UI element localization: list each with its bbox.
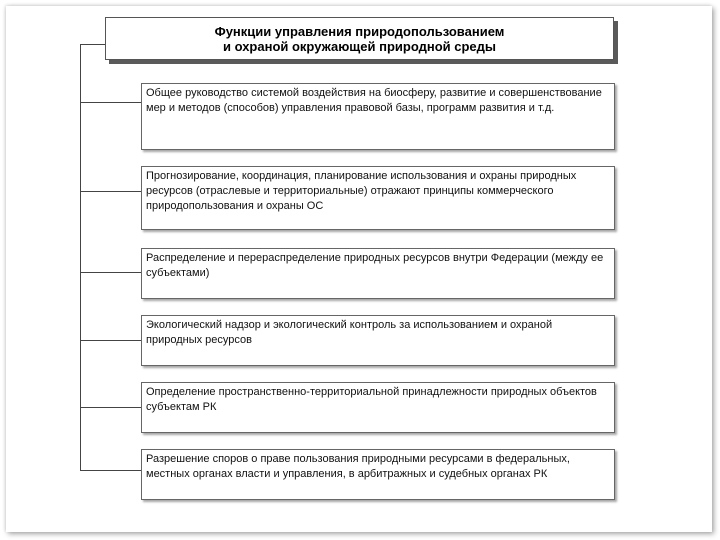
function-box-4 xyxy=(141,315,615,366)
branch-connector-line-6 xyxy=(80,470,141,471)
branch-connector-line-1 xyxy=(80,102,141,103)
function-box-1 xyxy=(141,83,615,150)
title-connector-line xyxy=(80,44,105,45)
branch-connector-line-4 xyxy=(80,340,141,341)
diagram-title-line-1: Функции управления природопользованием xyxy=(214,23,505,39)
function-box-2 xyxy=(141,166,615,230)
function-text-1: Общее руководство системой воздействия на биосферу, развитие и совершенствование мер и методов (способов) управления правовой базы, программ развития и т.д. xyxy=(146,87,602,114)
function-text-4: Экологический надзор и экологический контроль за использованием и охраной природных ресурсов xyxy=(146,319,553,346)
branch-connector-line-5 xyxy=(80,407,141,408)
function-text-2: Прогнозирование, координация, планирование использования и охраны природных ресурсов (отраслевые и территориальные) отражают принципы коммерческого природопользования и охраны ОС xyxy=(146,170,577,212)
branch-connector-line-3 xyxy=(80,272,141,273)
branch-connector-line-2 xyxy=(80,191,141,192)
function-box-3 xyxy=(141,248,615,299)
diagram-title-line-2: и охраной окружающей природной среды xyxy=(222,38,497,54)
function-text-6: Разрешение споров о праве пользования природными ресурсами в федеральных, местных органах власти и управления, в арбитражных и судебных органах РК xyxy=(146,453,570,480)
function-text-3: Распределение и перераспределение природных ресурсов внутри Федерации (между ее субъектами) xyxy=(146,252,604,279)
diagram-title-box xyxy=(105,17,614,60)
function-box-5 xyxy=(141,382,615,433)
function-box-6 xyxy=(141,449,615,500)
function-text-5: Определение пространственно-территориальной принадлежности природных объектов субъектам РК xyxy=(146,386,597,413)
